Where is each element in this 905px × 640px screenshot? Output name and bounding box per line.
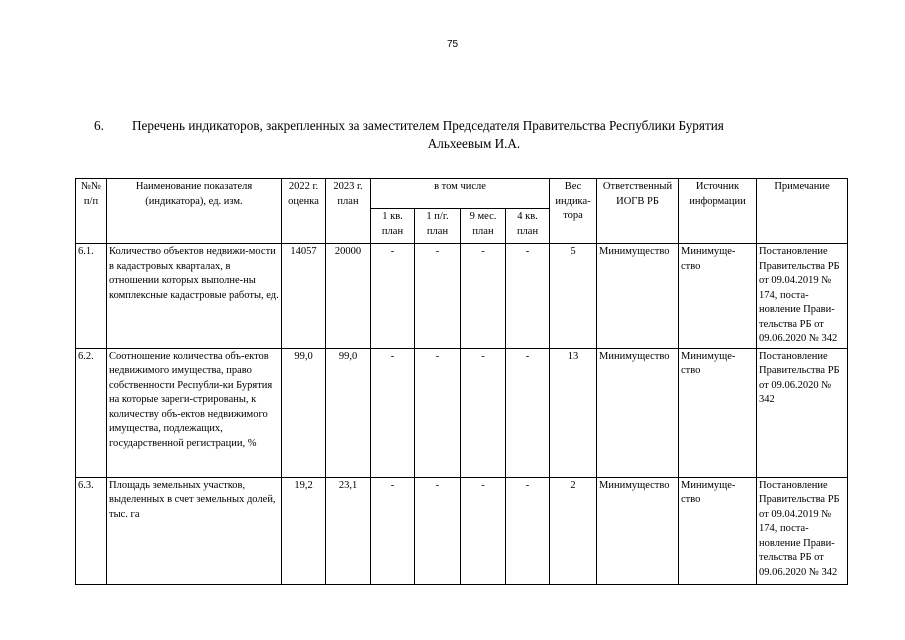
cell-q4: -: [506, 244, 550, 349]
cell-m9: -: [461, 348, 506, 477]
cell-h1: -: [415, 348, 461, 477]
col-header-h1: 1 п/г. план: [415, 209, 461, 244]
table-row: [76, 477, 848, 584]
cell-note: Постановление Правительства РБ от 09.04.2019 № 174, поста-новление Прави-тельства РБ от 09.06.2020 № 342: [757, 244, 848, 349]
cell-responsible: Минимущество: [597, 244, 679, 349]
header-row: [76, 179, 848, 209]
col-header-responsible: Ответственный ИОГВ РБ: [597, 179, 679, 244]
cell-weight: 2: [550, 477, 597, 584]
table-row: [76, 348, 848, 477]
col-header-note: Примечание: [757, 179, 848, 244]
cell-est2022: 14057: [282, 244, 326, 349]
cell-plan2023: 20000: [326, 244, 371, 349]
cell-q4: -: [506, 477, 550, 584]
cell-h1: -: [415, 244, 461, 349]
cell-note: Постановление Правительства РБ от 09.06.2020 № 342: [757, 348, 848, 477]
cell-h1: -: [415, 477, 461, 584]
cell-name: Количество объектов недвижи-мости в кадастровых кварталах, в отношении которых выполне-ны комплексные кадастровые работы, ед.: [107, 244, 282, 349]
col-header-weight: Вес индика-тора: [550, 179, 597, 244]
cell-num: 6.2.: [76, 348, 107, 477]
cell-source: Минимуще-ство: [679, 348, 757, 477]
cell-q1: -: [371, 477, 415, 584]
col-header-including: в том числе: [371, 179, 550, 209]
page-number: 75: [446, 39, 459, 50]
col-header-est2022: 2022 г. оценка: [282, 179, 326, 244]
col-header-q1: 1 кв. план: [371, 209, 415, 244]
cell-q4: -: [506, 348, 550, 477]
cell-m9: -: [461, 244, 506, 349]
cell-note: Постановление Правительства РБ от 09.04.2019 № 174, поста-новление Прави-тельства РБ от 09.06.2020 № 342: [757, 477, 848, 584]
cell-name: Соотношение количества объ-ектов недвижимого имущества, право собственности Республи-ки Бурятия на которые зареги-стрированы, к количеству объ-ектов недвижимого имущества, подлежащих, государственной регистрации, %: [107, 348, 282, 477]
cell-name: Площадь земельных участков, выделенных в счет земельных долей, тыс. га: [107, 477, 282, 584]
section-number: 6.: [94, 118, 104, 133]
cell-plan2023: 23,1: [326, 477, 371, 584]
col-header-num: №№ п/п: [76, 179, 107, 244]
col-header-source: Источник информации: [679, 179, 757, 244]
cell-m9: -: [461, 477, 506, 584]
cell-weight: 5: [550, 244, 597, 349]
col-header-plan2023: 2023 г. план: [326, 179, 371, 244]
cell-source: Минимуще-ство: [679, 244, 757, 349]
col-header-m9: 9 мес. план: [461, 209, 506, 244]
cell-num: 6.3.: [76, 477, 107, 584]
cell-est2022: 19,2: [282, 477, 326, 584]
cell-responsible: Минимущество: [597, 348, 679, 477]
cell-num: 6.1.: [76, 244, 107, 349]
table-row: [76, 244, 848, 349]
cell-est2022: 99,0: [282, 348, 326, 477]
cell-weight: 13: [550, 348, 597, 477]
indicators-table: [75, 178, 848, 585]
col-header-q4: 4 кв. план: [506, 209, 550, 244]
cell-source: Минимуще-ство: [679, 477, 757, 584]
cell-q1: -: [371, 244, 415, 349]
cell-responsible: Минимущество: [597, 477, 679, 584]
section-title-line-2: Альхеевым И.А.: [427, 136, 521, 151]
cell-plan2023: 99,0: [326, 348, 371, 477]
col-header-name: Наименование показателя (индикатора), ед. изм.: [107, 179, 282, 244]
section-title-line-1: Перечень индикаторов, закрепленных за заместителем Председателя Правительства Республики Бурятия: [132, 118, 724, 133]
cell-q1: -: [371, 348, 415, 477]
